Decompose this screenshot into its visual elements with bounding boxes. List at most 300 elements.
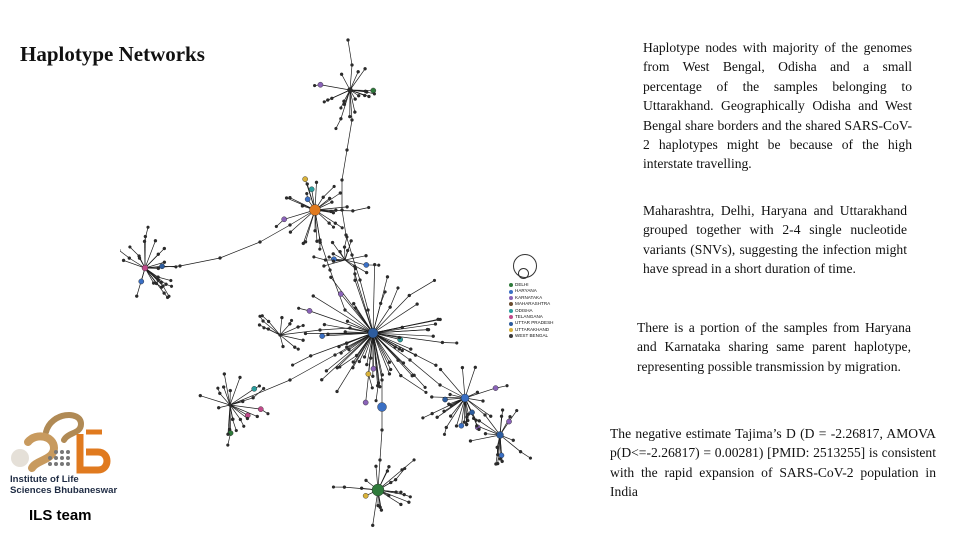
- haplotype-node: [340, 107, 343, 110]
- haplotype-node: [350, 239, 353, 242]
- haplotype-node: [312, 294, 315, 297]
- haplotype-node: [239, 418, 242, 421]
- haplotype-node: [229, 404, 232, 407]
- legend-swatch: [509, 315, 513, 319]
- haplotype-node: [363, 94, 366, 97]
- haplotype-node: [346, 236, 349, 239]
- haplotype-node: [304, 240, 307, 243]
- haplotype-node: [509, 415, 512, 418]
- haplotype-node: [313, 84, 316, 87]
- haplotype-node: [443, 397, 448, 402]
- haplotype-node: [338, 291, 343, 296]
- haplotype-node: [320, 378, 323, 381]
- haplotype-node: [515, 409, 518, 412]
- haplotype-node: [388, 372, 391, 375]
- haplotype-node: [293, 346, 296, 349]
- haplotype-node: [381, 379, 384, 382]
- haplotype-node: [421, 416, 424, 419]
- haplotype-node: [219, 257, 222, 260]
- haplotype-node: [380, 509, 383, 512]
- haplotype-node: [381, 429, 384, 432]
- haplotype-node: [275, 225, 278, 228]
- haplotype-node: [409, 348, 412, 351]
- haplotype-node: [315, 181, 318, 184]
- haplotype-node: [472, 417, 475, 420]
- legend-item: [509, 333, 553, 339]
- haplotype-node: [443, 433, 446, 436]
- haplotype-node: [363, 400, 368, 405]
- haplotype-node: [371, 375, 374, 378]
- haplotype-node: [401, 326, 404, 329]
- haplotype-node: [408, 294, 411, 297]
- haplotype-node: [431, 412, 434, 415]
- haplotype-node: [325, 369, 328, 372]
- haplotype-node: [403, 493, 406, 496]
- haplotype-node: [339, 117, 342, 120]
- haplotype-node: [397, 287, 400, 290]
- haplotype-node: [267, 412, 270, 415]
- team-label: ILS team: [29, 507, 92, 524]
- haplotype-node: [529, 457, 532, 460]
- haplotype-node: [336, 390, 339, 393]
- legend-swatch: [509, 328, 513, 332]
- haplotype-node: [459, 423, 464, 428]
- logo-text-line-2: Sciences Bhubaneswar: [10, 485, 118, 496]
- haplotype-node: [262, 320, 265, 323]
- haplotype-node: [157, 253, 160, 256]
- haplotype-node: [365, 254, 368, 257]
- haplotype-node: [474, 366, 477, 369]
- haplotype-node: [289, 379, 292, 382]
- haplotype-node: [512, 439, 515, 442]
- haplotype-node: [387, 494, 390, 497]
- haplotype-node: [339, 250, 342, 253]
- haplotype-node: [340, 73, 343, 76]
- haplotype-node: [340, 352, 343, 355]
- haplotype-node: [371, 88, 376, 93]
- haplotype-node: [152, 282, 155, 285]
- haplotype-node: [312, 256, 315, 259]
- haplotype-node: [484, 414, 487, 417]
- haplotype-node: [139, 279, 144, 284]
- haplotype-node: [416, 303, 419, 306]
- haplotype-node: [411, 374, 414, 377]
- haplotype-node: [169, 279, 172, 282]
- haplotype-node: [157, 267, 160, 270]
- haplotype-node: [378, 403, 387, 412]
- network-legend: [507, 254, 565, 340]
- haplotype-node: [359, 279, 362, 282]
- haplotype-node: [303, 177, 308, 182]
- haplotype-node: [424, 386, 427, 389]
- haplotype-node: [351, 209, 354, 212]
- haplotype-node: [337, 345, 340, 348]
- haplotype-node: [235, 429, 238, 432]
- haplotype-node: [386, 470, 389, 473]
- haplotype-node: [199, 394, 202, 397]
- haplotype-node: [159, 264, 164, 269]
- haplotype-node: [414, 354, 417, 357]
- haplotype-node: [163, 247, 166, 250]
- haplotype-node: [297, 325, 300, 328]
- legend-label: UTTAR PRADESH: [515, 320, 554, 326]
- haplotype-node: [223, 372, 226, 375]
- haplotype-node: [301, 204, 304, 207]
- haplotype-node: [500, 415, 503, 418]
- haplotype-node: [360, 487, 363, 490]
- haplotype-node: [433, 279, 436, 282]
- haplotype-node: [407, 501, 410, 504]
- haplotype-node: [285, 196, 288, 199]
- haplotype-node: [351, 119, 354, 122]
- haplotype-node: [469, 439, 472, 442]
- haplotype-node: [397, 359, 400, 362]
- legend-swatch: [509, 322, 513, 326]
- haplotype-node: [329, 276, 332, 279]
- haplotype-node: [335, 127, 338, 130]
- haplotype-node: [399, 374, 402, 377]
- haplotype-node: [432, 335, 435, 338]
- haplotype-node: [389, 481, 392, 484]
- haplotype-node: [291, 364, 294, 367]
- haplotype-node: [354, 279, 357, 282]
- legend-swatch: [509, 309, 513, 313]
- haplotype-node: [388, 361, 391, 364]
- haplotype-node: [437, 318, 440, 321]
- haplotype-node: [319, 241, 322, 244]
- haplotype-node: [179, 265, 182, 268]
- haplotype-node: [341, 179, 344, 182]
- haplotype-node: [375, 399, 378, 402]
- haplotype-node: [441, 341, 444, 344]
- haplotype-node: [307, 308, 312, 313]
- haplotype-node: [365, 479, 368, 482]
- haplotype-node: [147, 226, 150, 229]
- haplotype-node: [347, 348, 350, 351]
- haplotype-node: [377, 264, 380, 267]
- haplotype-node: [439, 368, 442, 371]
- haplotype-node: [343, 486, 346, 489]
- haplotype-node: [165, 283, 168, 286]
- legend-swatch: [509, 302, 513, 306]
- haplotype-node: [143, 240, 146, 243]
- haplotype-node: [282, 217, 287, 222]
- haplotype-node: [501, 460, 504, 463]
- haplotype-node: [163, 261, 166, 264]
- haplotype-node: [246, 417, 249, 420]
- haplotype-node: [252, 396, 255, 399]
- haplotype-node: [332, 252, 335, 255]
- haplotype-node: [258, 407, 263, 412]
- paragraph-3: There is a portion of the samples from Haryana and Karnataka sharing same parent haplotype, representing possible transmission by migration.: [637, 320, 911, 374]
- haplotype-node: [401, 468, 404, 471]
- haplotype-node: [320, 333, 325, 338]
- haplotype-node: [160, 281, 163, 284]
- haplotype-node: [367, 95, 370, 98]
- haplotype-node: [222, 386, 225, 389]
- haplotype-node: [398, 336, 401, 339]
- haplotype-node: [353, 272, 356, 275]
- haplotype-node: [341, 209, 344, 212]
- haplotype-node: [447, 403, 450, 406]
- haplotype-node: [365, 363, 368, 366]
- haplotype-node: [326, 99, 329, 102]
- haplotype-node: [497, 432, 504, 439]
- haplotype-node: [366, 371, 371, 376]
- haplotype-node: [373, 93, 376, 96]
- haplotype-node: [252, 386, 257, 391]
- haplotype-node: [163, 292, 166, 295]
- logo-text: [10, 474, 117, 496]
- haplotype-node: [138, 257, 141, 260]
- haplotype-node: [128, 257, 131, 260]
- haplotype-node: [326, 333, 329, 336]
- haplotype-node: [496, 453, 499, 456]
- haplotype-node: [328, 197, 331, 200]
- haplotype-node: [346, 249, 349, 252]
- haplotype-node: [351, 254, 354, 257]
- haplotype-node: [478, 419, 481, 422]
- haplotype-node: [403, 467, 406, 470]
- haplotype-node: [369, 357, 372, 360]
- haplotype-node: [290, 319, 293, 322]
- haplotype-node: [465, 416, 468, 419]
- haplotype-node: [476, 391, 479, 394]
- haplotype-node: [231, 418, 234, 421]
- haplotype-node: [258, 323, 261, 326]
- haplotype-node: [384, 291, 387, 294]
- haplotype-node: [288, 196, 291, 199]
- haplotype-node: [261, 314, 264, 317]
- haplotype-node: [328, 256, 331, 259]
- haplotype-node: [289, 231, 292, 234]
- haplotype-node: [399, 491, 402, 494]
- haplotype-node: [371, 366, 376, 371]
- haplotype-node: [334, 209, 337, 212]
- haplotype-node: [348, 115, 351, 118]
- haplotype-node: [241, 400, 244, 403]
- haplotype-node: [455, 342, 458, 345]
- haplotype-node: [157, 279, 160, 282]
- haplotype-node: [413, 459, 416, 462]
- haplotype-node: [434, 323, 437, 326]
- haplotype-node: [379, 302, 382, 305]
- haplotype-node: [353, 111, 356, 114]
- haplotype-node: [343, 246, 346, 249]
- haplotype-node: [501, 409, 504, 412]
- haplotype-node: [373, 263, 376, 266]
- haplotype-node: [352, 361, 355, 364]
- haplotype-node: [332, 486, 335, 489]
- haplotype-node: [484, 432, 487, 435]
- haplotype-node: [238, 376, 241, 379]
- haplotype-node: [324, 259, 327, 262]
- haplotype-node: [162, 285, 165, 288]
- haplotype-node: [425, 391, 428, 394]
- haplotype-node: [332, 226, 335, 229]
- haplotype-node: [409, 495, 412, 498]
- haplotype-node: [344, 330, 347, 333]
- haplotype-node: [402, 362, 405, 365]
- haplotype-node: [371, 386, 374, 389]
- haplotype-node: [398, 348, 401, 351]
- haplotype-node: [332, 260, 335, 263]
- haplotype-node: [368, 328, 378, 338]
- haplotype-node: [341, 226, 344, 229]
- haplotype-node: [345, 346, 348, 349]
- haplotype-node: [364, 90, 367, 93]
- haplotype-node: [331, 241, 334, 244]
- haplotype-node: [289, 224, 292, 227]
- haplotype-node: [394, 478, 397, 481]
- haplotype-node: [344, 309, 347, 312]
- haplotype-node: [351, 64, 354, 67]
- haplotype-node: [262, 387, 265, 390]
- haplotype-node: [226, 444, 229, 447]
- haplotype-node: [258, 385, 261, 388]
- haplotype-node: [493, 385, 498, 390]
- haplotype-node: [354, 267, 357, 270]
- haplotype-node: [499, 457, 502, 460]
- legend-size-circle-small: [518, 268, 529, 279]
- haplotype-node: [489, 415, 492, 418]
- haplotype-node: [427, 328, 430, 331]
- haplotype-node: [279, 334, 282, 337]
- haplotype-node: [399, 503, 402, 506]
- paragraph-1: Haplotype nodes with majority of the genomes from West Bengal, Odisha and a small percentage of the samples belonging to Uttarakhand. Geographically Odisha and West Bengal share borders and the shared SARS-CoV-2 haplotypes might be because of the high interstate travelling.: [643, 40, 912, 172]
- haplotype-node: [154, 239, 157, 242]
- haplotype-node: [436, 416, 439, 419]
- haplotype-node: [364, 67, 367, 70]
- legend-list: [509, 282, 553, 340]
- haplotype-node: [322, 196, 325, 199]
- haplotype-node: [216, 387, 219, 390]
- haplotype-node: [381, 373, 384, 376]
- legend-label: ODISHA: [515, 307, 533, 313]
- haplotype-node: [499, 453, 504, 458]
- haplotype-node: [330, 201, 333, 204]
- haplotype-node: [242, 425, 245, 428]
- haplotype-node: [357, 94, 360, 97]
- haplotype-node: [387, 465, 390, 468]
- haplotype-node: [347, 39, 350, 42]
- haplotype-node: [365, 271, 368, 274]
- haplotype-node: [305, 197, 310, 202]
- haplotype-node: [348, 88, 353, 93]
- haplotype-node: [339, 192, 342, 195]
- haplotype-node: [175, 265, 178, 268]
- haplotype-node: [475, 424, 478, 427]
- haplotype-node: [466, 419, 469, 422]
- haplotype-node: [217, 406, 220, 409]
- haplotype-node: [306, 183, 309, 186]
- haplotype-node: [355, 354, 358, 357]
- haplotype-node: [263, 326, 266, 329]
- haplotype-node: [372, 484, 384, 496]
- haplotype-node: [352, 302, 355, 305]
- legend-swatch: [509, 283, 513, 287]
- legend-label: DELHI: [515, 282, 529, 287]
- haplotype-node: [443, 410, 446, 413]
- haplotype-node: [363, 493, 368, 498]
- legend-label: WEST BENGAL: [515, 333, 549, 339]
- haplotype-node: [378, 385, 381, 388]
- haplotype-node: [358, 360, 361, 363]
- haplotype-node: [449, 393, 452, 396]
- paragraph-4: The negative estimate Tajima’s D (D = -2.26817, AMOVA p(D<=-2.26817) = 0.00281) [PMID: 2513255] is consistent with the rapid expansion of SARS-CoV-2 population in India: [610, 426, 936, 500]
- haplotype-node: [323, 323, 326, 326]
- page-title: Haplotype Networks: [20, 42, 205, 66]
- haplotype-node: [342, 100, 345, 103]
- haplotype-node: [401, 349, 404, 352]
- haplotype-node: [135, 295, 138, 298]
- haplotype-node: [377, 381, 380, 384]
- haplotype-node: [328, 222, 331, 225]
- legend-swatch: [509, 334, 513, 338]
- haplotype-node: [330, 210, 333, 213]
- legend-swatch: [509, 296, 513, 300]
- haplotype-node: [477, 428, 480, 431]
- haplotype-node: [297, 307, 300, 310]
- haplotype-node: [218, 392, 221, 395]
- haplotype-node: [506, 419, 511, 424]
- haplotype-node: [394, 346, 397, 349]
- haplotype-node: [374, 465, 377, 468]
- legend-label: UTTARAKHAND: [515, 326, 550, 332]
- haplotype-node: [302, 324, 305, 327]
- haplotype-node: [305, 192, 308, 195]
- haplotype-node: [434, 364, 437, 367]
- haplotype-node: [282, 345, 285, 348]
- haplotype-node: [449, 415, 452, 418]
- haplotype-node: [351, 366, 354, 369]
- haplotype-node: [496, 446, 499, 449]
- haplotype-node: [336, 366, 339, 369]
- haplotype-node: [364, 262, 369, 267]
- haplotype-node: [334, 354, 337, 357]
- haplotype-node: [345, 342, 348, 345]
- haplotype-node: [494, 462, 497, 465]
- haplotype-node: [229, 389, 232, 392]
- legend-swatch: [509, 290, 513, 294]
- haplotype-node: [389, 368, 392, 371]
- haplotype-node: [170, 285, 173, 288]
- haplotype-node: [142, 265, 148, 271]
- haplotype-node: [346, 205, 349, 208]
- haplotype-node: [309, 187, 314, 192]
- haplotype-node: [157, 276, 160, 279]
- haplotype-node: [346, 320, 349, 323]
- haplotype-node: [267, 328, 270, 331]
- haplotype-node: [314, 229, 317, 232]
- haplotype-node: [379, 459, 382, 462]
- haplotype-node: [329, 269, 332, 272]
- haplotype-node: [439, 384, 442, 387]
- haplotype-node: [256, 415, 259, 418]
- haplotype-node: [463, 421, 466, 424]
- haplotype-node: [323, 100, 326, 103]
- haplotype-node: [367, 309, 370, 312]
- haplotype-node: [506, 384, 509, 387]
- haplotype-node: [322, 264, 325, 267]
- haplotype-node: [430, 395, 433, 398]
- haplotype-node: [354, 98, 357, 101]
- legend-label: KARNATAKA: [515, 294, 543, 300]
- haplotype-node: [333, 185, 336, 188]
- logo-text-line-1: Institute of Life: [10, 474, 79, 485]
- haplotype-node: [288, 322, 291, 325]
- haplotype-node: [469, 410, 474, 415]
